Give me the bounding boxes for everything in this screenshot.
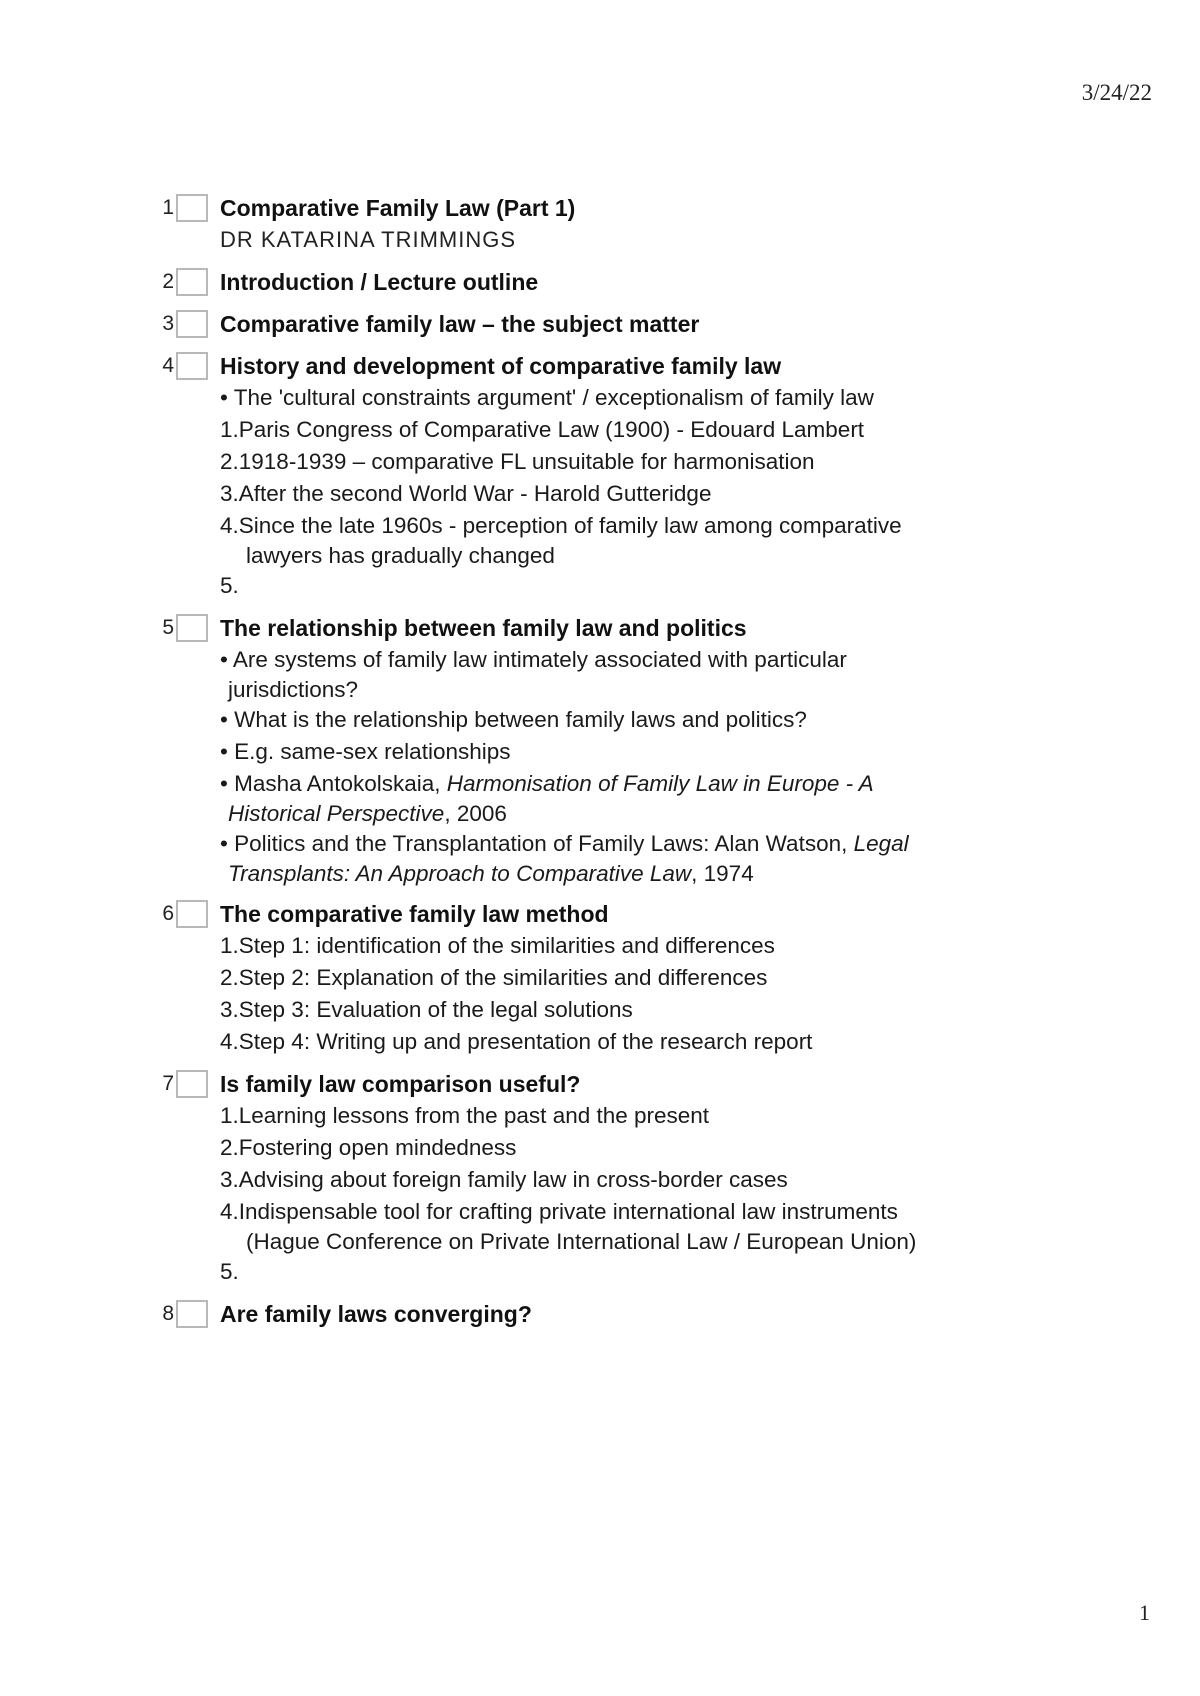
slide-title: Comparative Family Law (Part 1) bbox=[220, 195, 576, 221]
bullet-item: • E.g. same-sex relationships bbox=[220, 739, 511, 764]
numbered-item: 1.Paris Congress of Comparative Law (1900) - Edouard Lambert bbox=[220, 417, 865, 442]
slide-thumbnail[interactable] bbox=[176, 194, 208, 222]
slide-thumbnail[interactable] bbox=[176, 1070, 208, 1098]
bullet-text: • Masha Antokolskaia, bbox=[220, 771, 447, 796]
slide-number: 2 bbox=[162, 270, 174, 293]
slide-number: 3 bbox=[162, 312, 174, 335]
numbered-item-line: 4.Since the late 1960s - perception of family law among comparative bbox=[220, 513, 902, 538]
slide-entry bbox=[150, 898, 1130, 1058]
numbered-item-continuation: lawyers has gradually changed bbox=[246, 543, 555, 568]
slide-title: The relationship between family law and politics bbox=[220, 615, 747, 641]
bullet-item bbox=[220, 768, 1130, 828]
slide-number: 8 bbox=[162, 1302, 174, 1325]
slide-number: 4 bbox=[162, 354, 174, 377]
numbered-item: 2.Fostering open mindedness bbox=[220, 1135, 517, 1160]
book-title-continued: Historical Perspective bbox=[228, 801, 445, 826]
slide-entry bbox=[150, 350, 1130, 602]
numbered-item: 2.1918-1939 – comparative FL unsuitable for harmonisation bbox=[220, 449, 815, 474]
numbered-item-line: 4.Indispensable tool for crafting private international law instruments bbox=[220, 1199, 898, 1224]
slide-title: History and development of comparative family law bbox=[220, 353, 782, 379]
bullet-continuation bbox=[220, 800, 1130, 828]
publication-year: , 1974 bbox=[691, 861, 754, 886]
numbered-item bbox=[220, 1196, 1130, 1256]
slide-list bbox=[150, 192, 1130, 1340]
slide-subtitle: DR KATARINA TRIMMINGS bbox=[220, 227, 517, 252]
print-date: 3/24/22 bbox=[1081, 80, 1152, 105]
numbered-item: 5. bbox=[220, 1259, 239, 1284]
bullet-item: • What is the relationship between family laws and politics? bbox=[220, 707, 807, 732]
slide-entry bbox=[150, 612, 1130, 888]
book-title-continued: Transplants: An Approach to Comparative Law bbox=[228, 861, 692, 886]
slide-entry bbox=[150, 308, 1130, 340]
slide-title: Are family laws converging? bbox=[220, 1301, 532, 1327]
slide-number: 7 bbox=[162, 1072, 174, 1095]
numbered-item: 3.After the second World War - Harold Gutteridge bbox=[220, 481, 712, 506]
slide-thumbnail[interactable] bbox=[176, 352, 208, 380]
bullet-line: • Are systems of family law intimately associated with particular bbox=[220, 647, 847, 672]
publication-year: , 2006 bbox=[444, 801, 507, 826]
page-number: 1 bbox=[1139, 1600, 1150, 1625]
slide-thumbnail[interactable] bbox=[176, 900, 208, 928]
slide-entry bbox=[150, 1298, 1130, 1330]
numbered-item: 1.Learning lessons from the past and the present bbox=[220, 1103, 710, 1128]
slide-title: Is family law comparison useful? bbox=[220, 1071, 581, 1097]
slide-entry bbox=[150, 266, 1130, 298]
bullet-item bbox=[220, 828, 1130, 888]
slide-entry bbox=[150, 1068, 1130, 1288]
slide-number: 5 bbox=[162, 616, 174, 639]
slide-title: Introduction / Lecture outline bbox=[220, 269, 539, 295]
numbered-item: 5. bbox=[220, 573, 239, 598]
slide-thumbnail[interactable] bbox=[176, 310, 208, 338]
slide-number: 6 bbox=[162, 902, 174, 925]
bullet-item bbox=[220, 644, 1130, 704]
slide-entry bbox=[150, 192, 1130, 256]
slide-title: The comparative family law method bbox=[220, 901, 609, 927]
numbered-item: 4.Step 4: Writing up and presentation of the research report bbox=[220, 1029, 813, 1054]
numbered-item: 3.Advising about foreign family law in cross-border cases bbox=[220, 1167, 788, 1192]
slide-thumbnail[interactable] bbox=[176, 614, 208, 642]
bullet-continuation bbox=[220, 860, 1130, 888]
slide-number: 1 bbox=[162, 196, 174, 219]
bullet-text: • Politics and the Transplantation of Family Laws: Alan Watson, bbox=[220, 831, 854, 856]
slide-thumbnail[interactable] bbox=[176, 1300, 208, 1328]
book-title: Harmonisation of Family Law in Europe - A bbox=[446, 771, 874, 796]
numbered-item: 1.Step 1: identification of the similarities and differences bbox=[220, 933, 775, 958]
numbered-item bbox=[220, 510, 1130, 570]
book-title: Legal bbox=[853, 831, 909, 856]
slide-thumbnail[interactable] bbox=[176, 268, 208, 296]
bullet-continuation: jurisdictions? bbox=[228, 677, 359, 702]
numbered-item: 2.Step 2: Explanation of the similarities and differences bbox=[220, 965, 768, 990]
slide-title: Comparative family law – the subject matter bbox=[220, 311, 700, 337]
numbered-item: 3.Step 3: Evaluation of the legal solutions bbox=[220, 997, 633, 1022]
numbered-item-continuation: (Hague Conference on Private International Law / European Union) bbox=[246, 1229, 917, 1254]
bullet-item: • The 'cultural constraints argument' / exceptionalism of family law bbox=[220, 385, 874, 410]
